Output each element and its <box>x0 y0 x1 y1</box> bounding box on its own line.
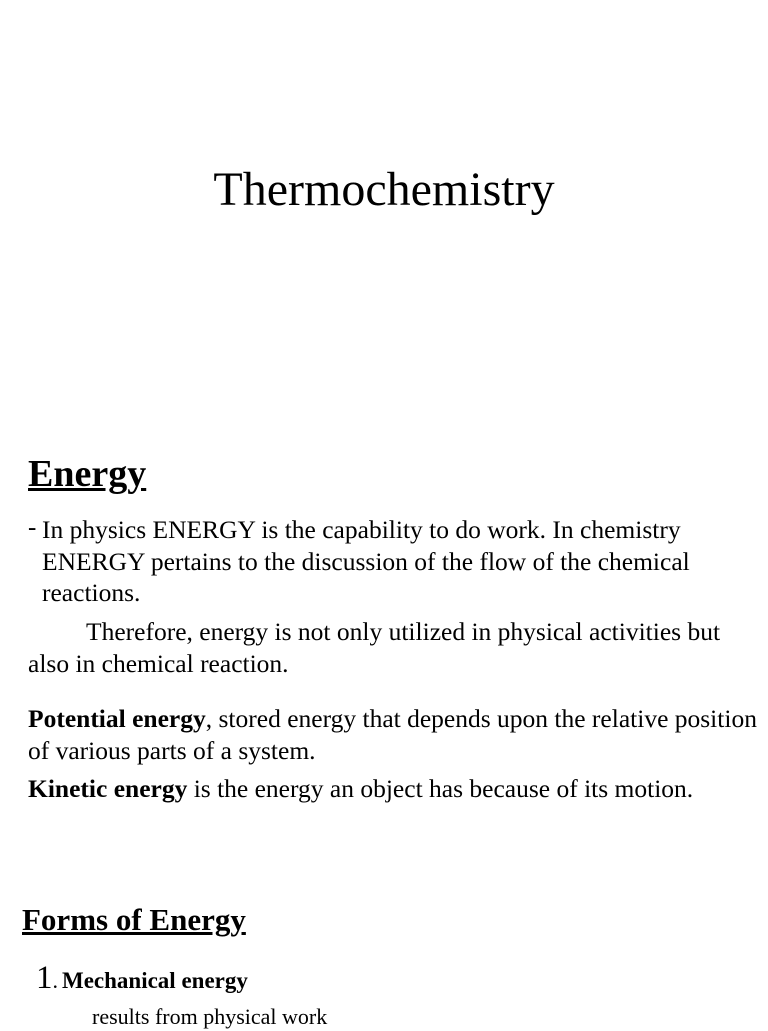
list-item-separator: . <box>52 968 58 993</box>
forms-of-energy-heading: Forms of Energy <box>22 902 246 937</box>
potential-energy-term: Potential energy <box>28 704 206 733</box>
list-item-mechanical-energy <box>36 956 248 1006</box>
kinetic-energy-definition: is the energy an object has because of its motion. <box>187 774 694 803</box>
therefore-paragraph: Therefore, energy is not only utilized in physical activities but also in chemical reaction. <box>28 617 721 678</box>
list-item-label: Mechanical energy <box>62 968 248 993</box>
page-title: Thermochemistry <box>213 163 555 216</box>
potential-energy-definition: , stored energy that depends upon the relative position of various parts of a system. <box>28 704 757 765</box>
potential-energy-paragraph <box>28 703 763 766</box>
mechanical-energy-description: results from physical work <box>92 1004 328 1029</box>
bullet-dash: - <box>28 514 37 541</box>
list-item-number: 1 <box>36 960 53 996</box>
kinetic-energy-term: Kinetic energy <box>28 774 188 803</box>
kinetic-energy-paragraph <box>28 773 763 805</box>
physics-paragraph: In physics ENERGY is the capability to do work. In chemistry ENERGY pertains to the discussion of the flow of the chemical reactions. <box>42 515 690 607</box>
energy-heading: Energy <box>28 453 147 495</box>
